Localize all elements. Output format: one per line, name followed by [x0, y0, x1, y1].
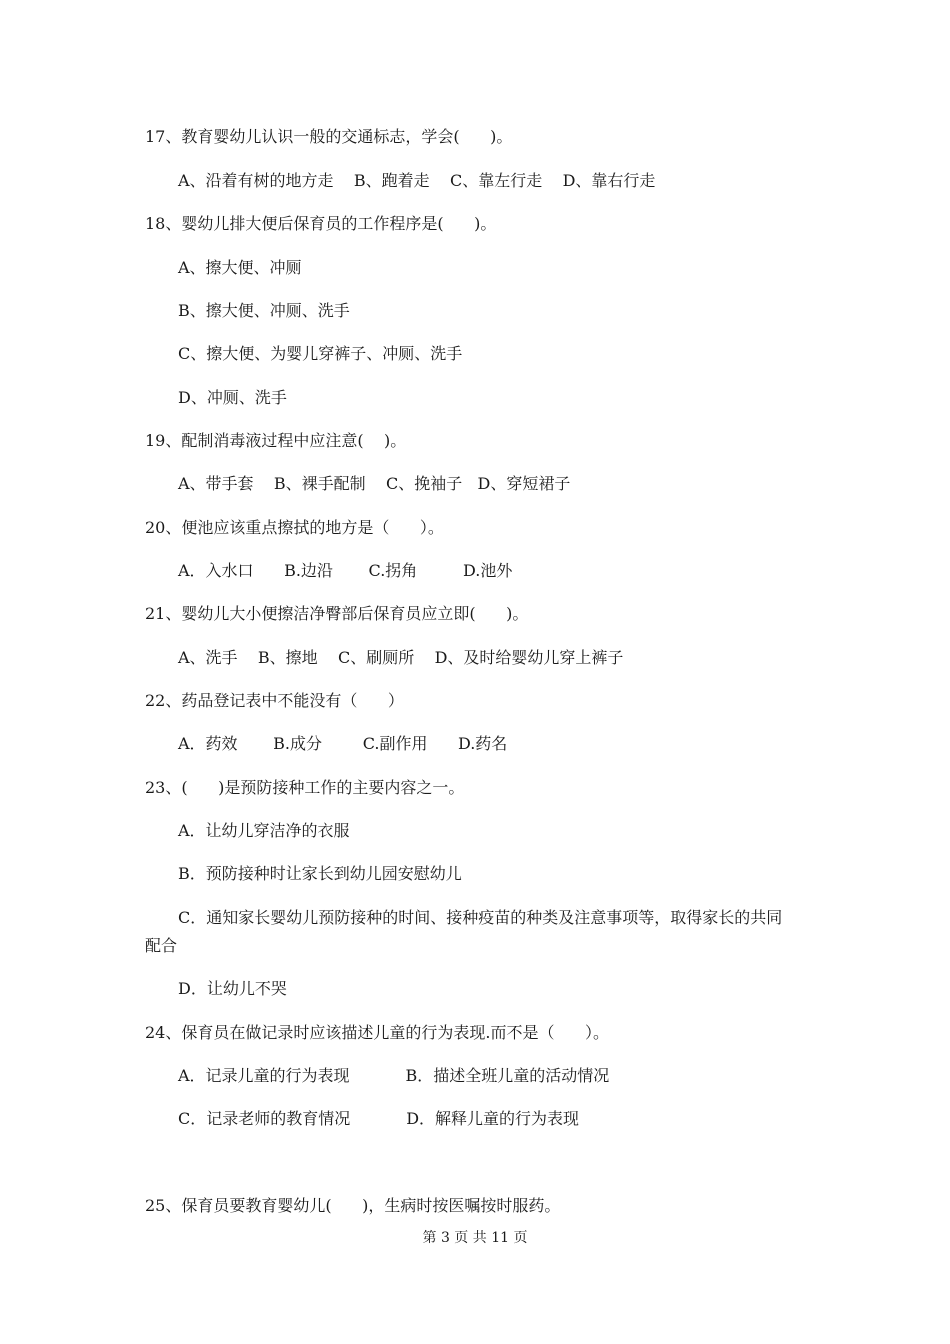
- option-18d: D、冲厕、洗手: [178, 388, 287, 407]
- question-19: 19、配制消毒液过程中应注意( )。: [145, 431, 407, 450]
- option-23c-continued: 配合: [145, 936, 178, 955]
- question-20: 20、便池应该重点擦拭的地方是（ ）。: [145, 518, 444, 537]
- question-23: 23、( )是预防接种工作的主要内容之一。: [145, 778, 465, 797]
- option-23d: D．让幼儿不哭: [178, 979, 287, 998]
- question-22: 22、药品登记表中不能没有（ ）: [145, 691, 404, 710]
- question-17: 17、教育婴幼儿认识一般的交通标志，学会( )。: [145, 127, 513, 146]
- question-25: 25、保育员要教育婴幼儿( )，生病时按医嘱按时服药。: [145, 1196, 561, 1215]
- options-20: A．入水口 B.边沿 C.拐角 D.池外: [178, 561, 513, 580]
- option-18c: C、擦大便、为婴儿穿裤子、冲厕、洗手: [178, 344, 463, 363]
- question-24: 24、保育员在做记录时应该描述儿童的行为表现.而不是（ ）。: [145, 1023, 609, 1042]
- options-24-cd: C．记录老师的教育情况 D．解释儿童的行为表现: [178, 1109, 580, 1128]
- question-18: 18、婴幼儿排大便后保育员的工作程序是( )。: [145, 214, 497, 233]
- page-footer: 第 3 页 共 11 页: [422, 1230, 528, 1246]
- options-21: A、洗手 B、擦地 C、刷厕所 D、及时给婴幼儿穿上裤子: [178, 648, 624, 667]
- option-18b: B、擦大便、冲厕、洗手: [178, 301, 350, 320]
- options-22: A．药效 B.成分 C.副作用 D.药名: [178, 734, 508, 753]
- option-18a: A、擦大便、冲厕: [178, 258, 302, 277]
- options-24-ab: A．记录儿童的行为表现 B．描述全班儿童的活动情况: [178, 1066, 610, 1085]
- option-23b: B．预防接种时让家长到幼儿园安慰幼儿: [178, 864, 462, 883]
- options-17: A、沿着有树的地方走 B、跑着走 C、靠左行走 D、靠右行走: [178, 171, 656, 190]
- options-19: A、带手套 B、裸手配制 C、挽袖子 D、穿短裙子: [178, 474, 571, 493]
- question-21: 21、婴幼儿大小便擦洁净臀部后保育员应立即( )。: [145, 604, 529, 623]
- option-23c: C．通知家长婴幼儿预防接种的时间、接种疫苗的种类及注意事项等，取得家长的共同: [178, 908, 783, 927]
- option-23a: A．让幼儿穿洁净的衣服: [178, 821, 350, 840]
